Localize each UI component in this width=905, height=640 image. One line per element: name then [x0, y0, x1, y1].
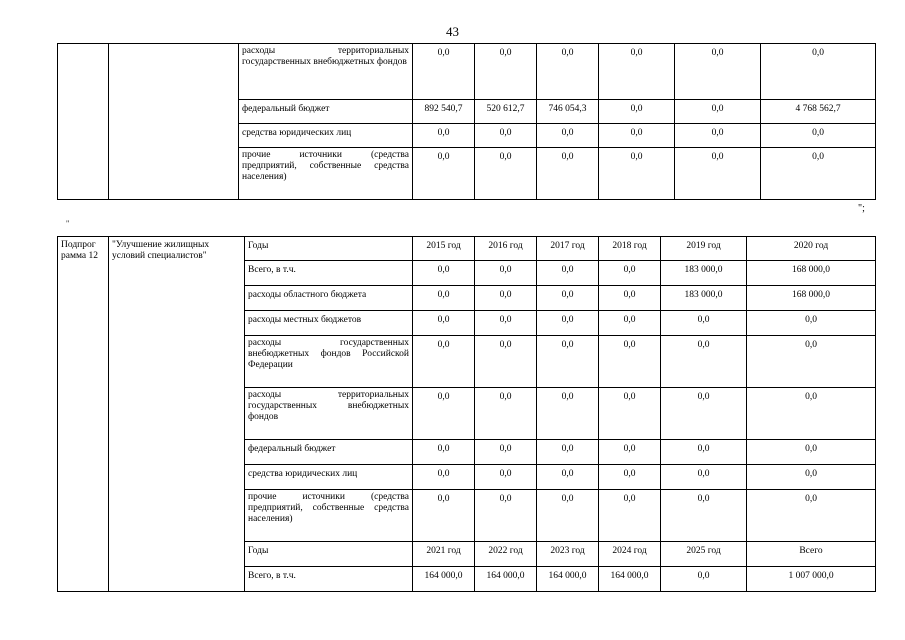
opening-quote: ": [66, 219, 70, 228]
value-cell: 0,0: [675, 148, 761, 200]
row-label: федеральный бюджет: [245, 440, 413, 465]
value-cell: 168 000,0: [747, 261, 876, 286]
value-cell: 0,0: [747, 311, 876, 336]
value-cell: 0,0: [413, 336, 475, 388]
value-cell: 183 000,0: [661, 286, 747, 311]
table-row: [58, 237, 876, 261]
value-cell: 0,0: [747, 490, 876, 542]
value-cell: 2022 год: [475, 542, 537, 567]
subprogram-code: Подпрог рамма 12: [58, 237, 109, 592]
value-cell: 0,0: [661, 567, 747, 592]
value-cell: 746 054,3: [537, 100, 599, 124]
value-cell: 0,0: [675, 124, 761, 148]
value-cell: 0,0: [413, 465, 475, 490]
value-cell: 0,0: [761, 148, 876, 200]
value-cell: 0,0: [475, 388, 537, 440]
row-label: прочие источники (средства предприятий, собственные средства населения): [239, 148, 413, 200]
value-cell: 0,0: [537, 440, 599, 465]
subprogram-name: "Улучшение жилищных условий специалистов": [109, 237, 245, 592]
row-label: Годы: [245, 237, 413, 261]
value-cell: 0,0: [747, 440, 876, 465]
value-cell: 0,0: [599, 465, 661, 490]
value-cell: 0,0: [537, 286, 599, 311]
row-label: федеральный бюджет: [239, 100, 413, 124]
code-cell: [58, 44, 109, 200]
value-cell: 0,0: [599, 100, 675, 124]
row-label: расходы территориальных государственных внебюджетных фондов: [245, 388, 413, 440]
value-cell: 0,0: [413, 44, 475, 100]
value-cell: 0,0: [747, 336, 876, 388]
value-cell: 0,0: [661, 336, 747, 388]
value-cell: 164 000,0: [475, 567, 537, 592]
value-cell: 0,0: [599, 44, 675, 100]
value-cell: 0,0: [537, 124, 599, 148]
value-cell: 164 000,0: [599, 567, 661, 592]
value-cell: 2017 год: [537, 237, 599, 261]
value-cell: 0,0: [413, 388, 475, 440]
value-cell: 0,0: [413, 124, 475, 148]
value-cell: 0,0: [413, 286, 475, 311]
value-cell: 0,0: [675, 44, 761, 100]
value-cell: 0,0: [661, 440, 747, 465]
value-cell: 0,0: [413, 490, 475, 542]
value-cell: 0,0: [537, 388, 599, 440]
value-cell: 164 000,0: [537, 567, 599, 592]
value-cell: 520 612,7: [475, 100, 537, 124]
value-cell: 0,0: [675, 100, 761, 124]
value-cell: 168 000,0: [747, 286, 876, 311]
value-cell: 0,0: [747, 388, 876, 440]
value-cell: 0,0: [599, 124, 675, 148]
value-cell: 0,0: [475, 311, 537, 336]
row-label: средства юридических лиц: [239, 124, 413, 148]
value-cell: 0,0: [413, 148, 475, 200]
value-cell: 0,0: [537, 148, 599, 200]
value-cell: 4 768 562,7: [761, 100, 876, 124]
row-label: расходы территориальных государственных внебюджетных фондов: [239, 44, 413, 100]
value-cell: 2025 год: [661, 542, 747, 567]
value-cell: 0,0: [537, 465, 599, 490]
value-cell: 0,0: [475, 490, 537, 542]
value-cell: 0,0: [537, 311, 599, 336]
value-cell: 164 000,0: [413, 567, 475, 592]
value-cell: 0,0: [475, 44, 537, 100]
value-cell: 0,0: [537, 490, 599, 542]
value-cell: 0,0: [413, 440, 475, 465]
value-cell: 0,0: [599, 440, 661, 465]
value-cell: 0,0: [475, 440, 537, 465]
value-cell: 2018 год: [599, 237, 661, 261]
value-cell: 0,0: [661, 311, 747, 336]
page-number: 43: [446, 24, 459, 39]
funding-table-continued: [57, 43, 876, 200]
value-cell: 0,0: [413, 261, 475, 286]
value-cell: 1 007 000,0: [747, 567, 876, 592]
row-label: прочие источники (средства предприятий, собственные средства населения): [245, 490, 413, 542]
value-cell: 2020 год: [747, 237, 876, 261]
value-cell: Всего: [747, 542, 876, 567]
closing-quote: ";: [858, 203, 865, 214]
value-cell: 0,0: [599, 286, 661, 311]
value-cell: 0,0: [761, 44, 876, 100]
row-label: Всего, в т.ч.: [245, 261, 413, 286]
row-label: расходы областного бюджета: [245, 286, 413, 311]
subprogram-12-table: [57, 236, 876, 592]
value-cell: 0,0: [413, 311, 475, 336]
table-row: [58, 44, 876, 100]
value-cell: 0,0: [599, 388, 661, 440]
value-cell: 0,0: [475, 124, 537, 148]
value-cell: 2016 год: [475, 237, 537, 261]
row-label: Годы: [245, 542, 413, 567]
value-cell: 0,0: [599, 311, 661, 336]
value-cell: 0,0: [599, 336, 661, 388]
value-cell: 0,0: [747, 465, 876, 490]
value-cell: 0,0: [599, 261, 661, 286]
value-cell: 0,0: [475, 336, 537, 388]
value-cell: 0,0: [761, 124, 876, 148]
row-label: расходы государственных внебюджетных фондов Российской Федерации: [245, 336, 413, 388]
value-cell: 2019 год: [661, 237, 747, 261]
name-cell: [109, 44, 239, 200]
value-cell: 0,0: [661, 465, 747, 490]
value-cell: 0,0: [661, 388, 747, 440]
value-cell: 2023 год: [537, 542, 599, 567]
value-cell: 0,0: [537, 261, 599, 286]
value-cell: 892 540,7: [413, 100, 475, 124]
value-cell: 0,0: [475, 148, 537, 200]
row-label: Всего, в т.ч.: [245, 567, 413, 592]
value-cell: 2021 год: [413, 542, 475, 567]
value-cell: 0,0: [599, 148, 675, 200]
value-cell: 0,0: [475, 465, 537, 490]
value-cell: 0,0: [475, 286, 537, 311]
value-cell: 0,0: [475, 261, 537, 286]
value-cell: 0,0: [537, 336, 599, 388]
row-label: расходы местных бюджетов: [245, 311, 413, 336]
value-cell: 183 000,0: [661, 261, 747, 286]
value-cell: 2024 год: [599, 542, 661, 567]
value-cell: 0,0: [537, 44, 599, 100]
value-cell: 0,0: [599, 490, 661, 542]
value-cell: 0,0: [661, 490, 747, 542]
row-label: средства юридических лиц: [245, 465, 413, 490]
value-cell: 2015 год: [413, 237, 475, 261]
